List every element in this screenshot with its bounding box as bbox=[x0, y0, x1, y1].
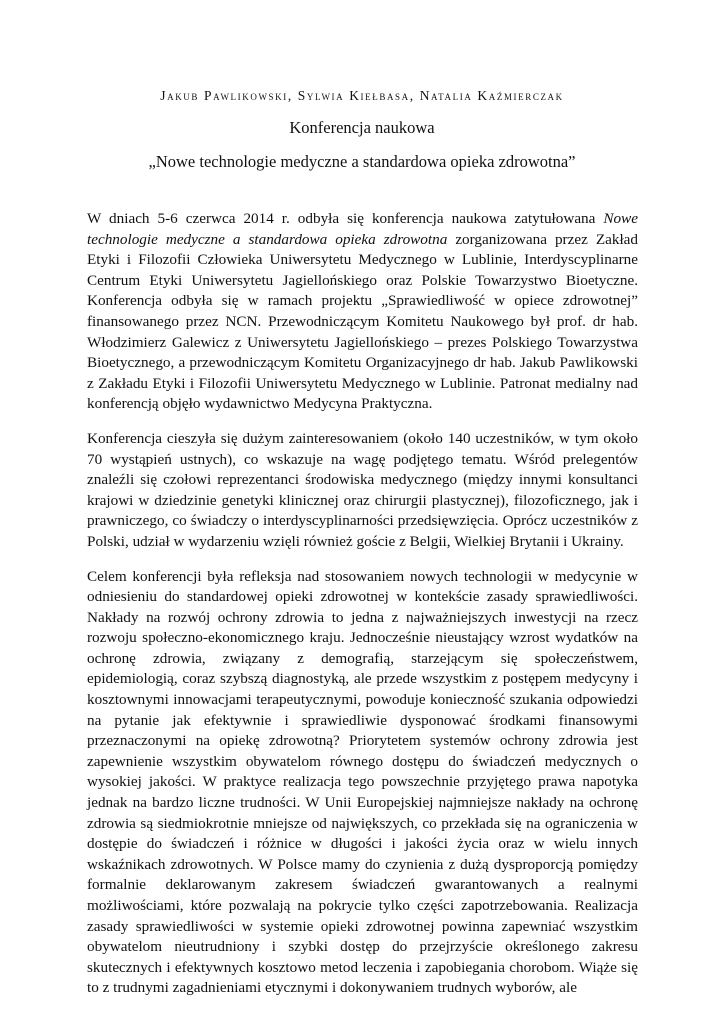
conference-title-italic: Nowe technologie medyczne a standardowa opieka zdrowotna bbox=[87, 210, 638, 248]
conference-name: „Nowe technologie medyczne a standardowa opieka zdrowotna” bbox=[148, 152, 576, 171]
paragraph-2: Konferencja cieszyła się dużym zainteresowaniem (około 140 uczestników, w tym około 70 wystąpień ustnych), co wskazuje na wagę podjętego tematu. Wśród prelegentów znaleźli się czołowi reprezentanci środowiska medycznego (między innymi konsultanci krajowi w dziedzinie genetyki klinicznej oraz chirurgii plastycznej), filozoficznego, jak i prawniczego, co świadczy o interdyscyplinarności przedsięwzięcia. Oprócz uczestników z Polski, udział w wydarzeniu wzięli również goście z Belgii, Wielkiej Brytanii i Ukrainy. bbox=[87, 429, 638, 550]
paragraph-1 bbox=[87, 209, 638, 415]
report-title: Konferencja naukowa bbox=[289, 118, 435, 137]
authors-line: Jakub Pawlikowski, Sylwia Kiełbasa, Natalia Kaźmierczak bbox=[160, 88, 564, 103]
body-text bbox=[87, 209, 638, 1013]
paragraph-3: Celem konferencji była refleksja nad stosowaniem nowych technologii w medycynie w odniesieniu do standardowej opieki zdrowotnej w kontekście zasady sprawiedliwości. Nakłady na rozwój ochrony zdrowia to jedna z najważniejszych inwestycji na rzecz rozwoju społeczno-ekonomicznego kraju. Jednocześnie nieustający wzrost wydatków na ochronę zdrowia, związany z demografią, starzejącym się społeczeństwem, epidemiologią, coraz szybszą diagnostyką, ale przede wszystkim z postępem medycyny i kosztownymi innowacjami terapeutycznymi, powoduje konieczność szukania odpowiedzi na pytanie jak efektywnie i sprawiedliwie dysponować środkami finansowymi przeznaczonymi na opiekę zdrowotną? Priorytetem systemów ochrony zdrowia jest zapewnienie wszystkim obywatelom równego dostępu do świadczeń medycznych o wysokiej jakości. W praktyce realizacja tego powszechnie przyjętego prawa napotyka jednak na bardzo liczne trudności. W Unii Europejskiej najmniejsze nakłady na ochronę zdrowia są siedmiokrotnie mniejsze od największych, co przekłada się na ograniczenia w dostępie do świadczeń i różnice w długości i jakości życia oraz w wielu innych wskaźnikach zdrowotnych. W Polsce mamy do czynienia z dużą dysproporcją pomiędzy formalnie deklarowanym zakresem świadczeń gwarantowanych a realnymi możliwościami, które pozwalają na pokrycie tylko części zapotrzebowania. Realizacja zasady sprawiedliwości w systemie opieki zdrowotnej powinna zapewniać wszystkim obywatelom nieutrudniony i szybki dostęp do przejrzyście określonego zakresu skutecznych i efektywnych kosztowo metod leczenia i zapobiegania chorobom. Wiąże się to z trudnymi zagadnieniami etycznymi i dokonywaniem trudnych wyborów, ale bbox=[87, 567, 638, 997]
paragraph-1-intro: W dniach 5-6 czerwca 2014 r. odbyła się konferencja naukowa zatytułowana bbox=[87, 210, 604, 227]
paragraph-1-rest: zorganizowana przez Zakład Etyki i Filozofii Człowieka Uniwersytetu Medycznego w Lublinie, Interdyscyplinarne Centrum Etyki Uniwersytetu Jagiellońskiego oraz Polskie Towarzystwo Bioetyczne. Konferencja odbyła się w ramach projektu „Sprawiedliwość w opiece zdrowotnej” finansowanego przez NCN. Przewodniczącym Komitetu Naukowego był prof. dr hab. Włodzimierz Galewicz z Uniwersytetu Jagiellońskiego – prezes Polskiego Towarzystwa Bioetycznego, a przewodniczącym Komitetu Organizacyjnego dr hab. Jakub Pawlikowski z Zakładu Etyki i Filozofii Uniwersytetu Medycznego w Lublinie. Patronat medialny nad konferencją objęło wydawnictwo Medycyna Praktyczna. bbox=[87, 230, 639, 413]
